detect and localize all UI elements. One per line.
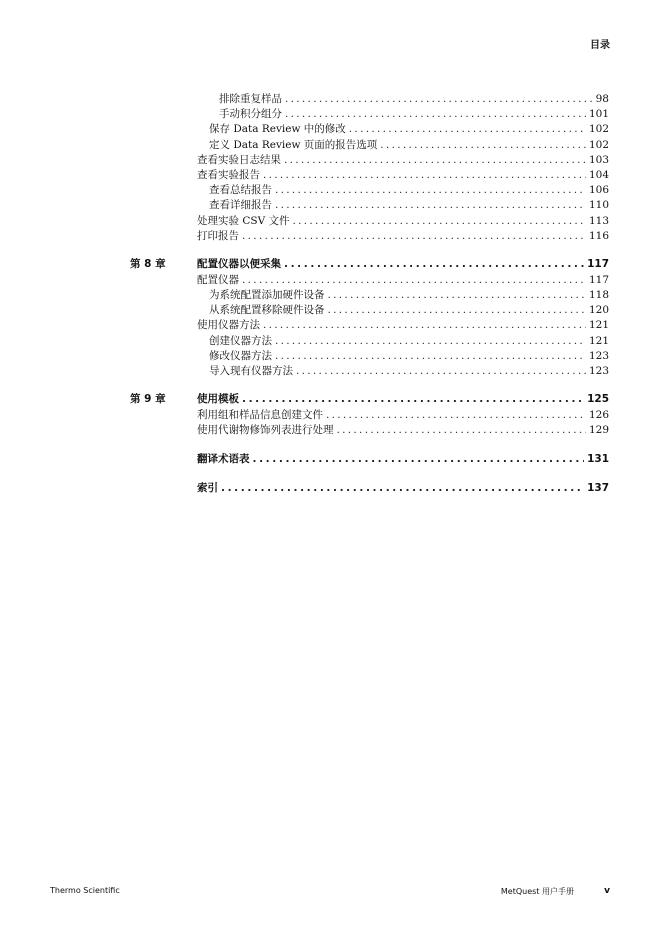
toc-entry[interactable] <box>0 273 662 288</box>
toc-entry-page: 117 <box>588 273 609 286</box>
toc-entry[interactable] <box>0 364 662 379</box>
dot-leader <box>275 183 586 198</box>
dot-leader <box>275 334 586 349</box>
toc-entry[interactable] <box>0 168 662 183</box>
chapter-page: 117 <box>587 257 609 270</box>
toc-entry-title: 查看详细报告 <box>209 199 272 212</box>
toc-entry-page: 102 <box>588 123 609 136</box>
toc-entry[interactable] <box>0 423 662 438</box>
dot-leader <box>275 349 586 364</box>
toc-entry-title: 为系统配置添加硬件设备 <box>209 289 325 302</box>
toc-entry-page: 110 <box>588 199 609 212</box>
toc-entry-title: 查看总结报告 <box>209 184 272 197</box>
toc-entry-page: 129 <box>588 424 609 437</box>
chapter-title: 配置仪器以便采集 <box>197 257 281 270</box>
toc-entry-page: 123 <box>588 349 609 362</box>
chapter-9-heading[interactable] <box>0 391 662 408</box>
toc-entry[interactable] <box>0 408 662 423</box>
toc-entry[interactable] <box>0 349 662 364</box>
glossary-heading[interactable] <box>0 451 662 468</box>
toc-entry[interactable] <box>0 229 662 244</box>
dot-leader <box>221 480 584 497</box>
toc-entry[interactable] <box>0 122 662 137</box>
dot-leader <box>326 408 586 423</box>
dot-leader <box>242 273 586 288</box>
dot-leader <box>293 214 586 229</box>
toc-entry[interactable] <box>0 92 662 107</box>
toc-entry-title: 排除重复样品 <box>219 93 282 105</box>
toc-entry[interactable] <box>0 318 662 333</box>
dot-leader <box>380 138 586 153</box>
chapter-label: 第 8 章 <box>130 257 166 270</box>
table-of-contents <box>0 92 662 497</box>
toc-entry-page: 123 <box>588 365 609 377</box>
toc-entry-page: 101 <box>588 108 609 121</box>
dot-leader <box>263 168 586 183</box>
dot-leader <box>242 391 584 408</box>
toc-entry-title: 使用仪器方法 <box>197 319 260 332</box>
footer-page-number: v <box>604 886 610 896</box>
toc-entry-title: 修改仪器方法 <box>209 349 272 362</box>
running-header-title: 目录 <box>590 40 610 51</box>
chapter-page: 125 <box>587 393 609 406</box>
chapter-label: 第 9 章 <box>130 393 166 406</box>
toc-entry-page: 121 <box>588 319 609 332</box>
dot-leader <box>349 122 586 137</box>
dot-leader <box>284 153 586 168</box>
toc-entry-title: 查看实验报告 <box>197 168 260 181</box>
toc-entry-page: 116 <box>588 229 609 242</box>
footer-company: Thermo Scientific <box>50 886 120 895</box>
dot-leader <box>263 318 586 333</box>
toc-entry-page: 98 <box>595 93 609 105</box>
dot-leader <box>242 229 586 244</box>
dot-leader <box>328 288 586 303</box>
toc-entry-page: 106 <box>588 184 609 197</box>
toc-entry[interactable] <box>0 288 662 303</box>
dot-leader <box>285 92 593 107</box>
toc-entry[interactable] <box>0 303 662 318</box>
dot-leader <box>296 364 586 379</box>
chapter-page: 137 <box>587 481 609 494</box>
chapter-page: 131 <box>587 452 609 465</box>
toc-entry-page: 104 <box>588 168 609 181</box>
toc-entry-title: 利用组和样品信息创建文件 <box>197 409 323 422</box>
chapter-8-heading[interactable] <box>0 256 662 273</box>
toc-entry-page: 121 <box>588 334 609 347</box>
toc-entry-page: 113 <box>588 214 609 227</box>
toc-entry[interactable] <box>0 183 662 198</box>
dot-leader <box>253 451 585 468</box>
toc-entry-title: 创建仪器方法 <box>209 334 272 347</box>
index-heading[interactable] <box>0 480 662 497</box>
toc-entry[interactable] <box>0 138 662 153</box>
toc-entry-title: 手动积分组分 <box>219 108 282 121</box>
toc-entry-page: 118 <box>588 289 609 302</box>
footer-manual-title: MetQuest 用户手册 <box>500 887 574 896</box>
dot-leader <box>337 423 586 438</box>
toc-entry-page: 103 <box>588 153 609 166</box>
toc-entry-title: 查看实验日志结果 <box>197 153 281 166</box>
dot-leader <box>275 198 586 213</box>
chapter-title: 使用模板 <box>197 393 239 406</box>
dot-leader <box>285 107 586 122</box>
dot-leader <box>328 303 586 318</box>
toc-entry-title: 导入现有仪器方法 <box>209 365 293 377</box>
toc-entry-title: 从系统配置移除硬件设备 <box>209 304 325 317</box>
toc-entry-title: 使用代谢物修饰列表进行处理 <box>197 424 334 437</box>
toc-entry-page: 120 <box>588 304 609 317</box>
toc-entry-page: 102 <box>588 138 609 151</box>
toc-entry[interactable] <box>0 334 662 349</box>
toc-entry-page: 126 <box>588 409 609 422</box>
toc-entry[interactable] <box>0 214 662 229</box>
toc-entry-title: 配置仪器 <box>197 273 239 286</box>
toc-entry[interactable] <box>0 198 662 213</box>
page-footer <box>0 886 662 900</box>
chapter-title: 索引 <box>197 481 218 494</box>
toc-entry-title: 保存 Data Review 中的修改 <box>209 123 346 136</box>
toc-entry-title: 处理实验 CSV 文件 <box>197 214 290 227</box>
dot-leader <box>284 256 584 273</box>
toc-entry-title: 打印报告 <box>197 229 239 242</box>
toc-entry[interactable] <box>0 107 662 122</box>
toc-entry-title: 定义 Data Review 页面的报告选项 <box>209 138 378 151</box>
chapter-title: 翻译术语表 <box>197 452 250 465</box>
toc-entry[interactable] <box>0 153 662 168</box>
